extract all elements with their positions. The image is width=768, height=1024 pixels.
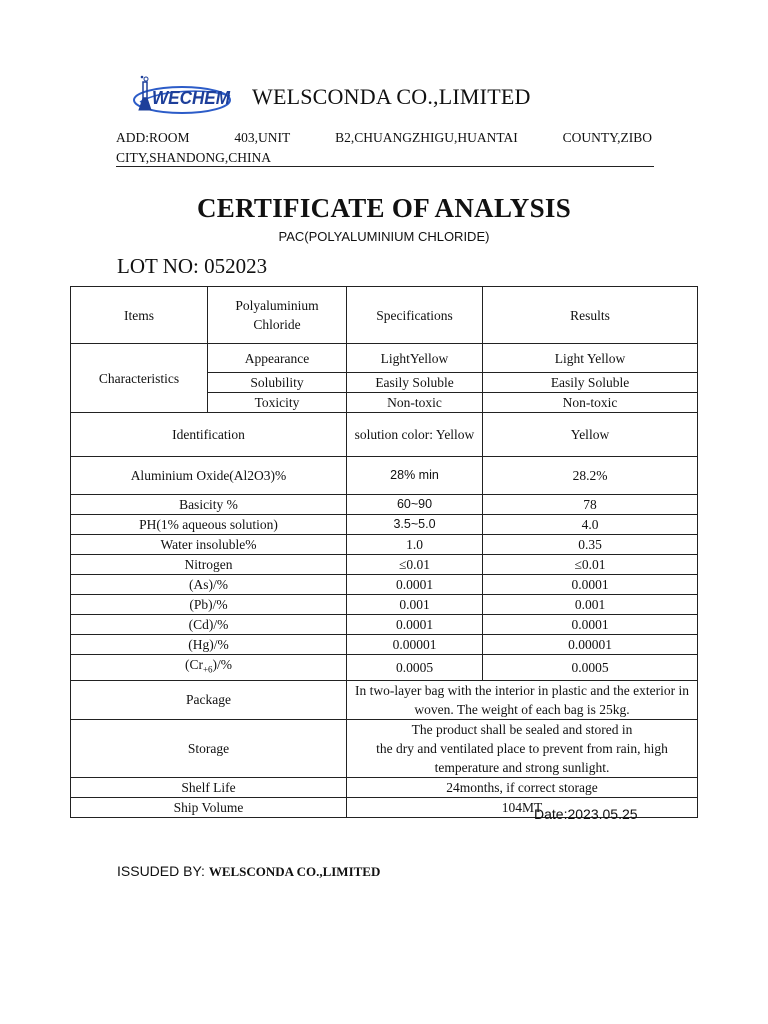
header-specifications: Specifications [347,287,483,344]
header-results: Results [483,287,698,344]
row-result: Light Yellow [483,344,698,373]
row-name: Solubility [208,373,347,393]
row-name: Storage [71,719,347,777]
company-logo [130,74,234,118]
row-name: PH(1% aqueous solution) [71,515,347,535]
issued-by [117,863,380,881]
row-result: 0.35 [483,535,698,555]
row-result: 78 [483,495,698,515]
row-name: Shelf Life [71,777,347,797]
row-name: (Pb)/% [71,595,347,615]
row-result: 0.001 [483,595,698,615]
row-name: Nitrogen [71,555,347,575]
row-value: 104MT [347,797,698,817]
row-name: Identification [71,413,347,457]
table-row [71,575,698,595]
row-name: (Cd)/% [71,615,347,635]
row-result: 0.00001 [483,635,698,655]
row-result: Yellow [483,413,698,457]
row-result: 0.0001 [483,575,698,595]
table-row [71,655,698,681]
row-result: 28.2% [483,457,698,495]
product-name: PAC(POLYALUMINIUM CHLORIDE) [278,229,490,244]
logo-wordmark: WECHEM [152,88,231,108]
row-result: 0.0001 [483,615,698,635]
table-header-row [71,287,698,344]
chromium-suffix: )/% [212,657,233,672]
company-name: WELSCONDA CO.,LIMITED [252,84,531,109]
row-name: (As)/% [71,575,347,595]
table-row [71,555,698,575]
row-spec: LightYellow [347,344,483,373]
address-word: ADD:ROOM [116,130,190,145]
row-spec: 0.00001 [347,635,483,655]
table-row [71,495,698,515]
table-row [71,344,698,373]
chromium-subscript: +6 [202,664,213,675]
row-name: Basicity % [71,495,347,515]
row-name [71,655,347,681]
row-result: Easily Soluble [483,373,698,393]
characteristics-label: Characteristics [71,344,208,413]
table-row [71,595,698,615]
row-spec: 60~90 [347,495,483,515]
header-divider [116,166,654,167]
row-spec: Easily Soluble [347,373,483,393]
table-row [71,457,698,495]
row-value: 24months, if correct storage [347,777,698,797]
storage-line-1: The product shall be sealed and stored in [411,721,633,737]
table-row [71,413,698,457]
row-spec: 28% min [347,457,483,495]
row-spec: 3.5~5.0 [347,515,483,535]
lot-number: LOT NO: 052023 [117,254,268,278]
address-line-2: CITY,SHANDONG,CHINA [116,150,272,165]
row-spec: 0.0005 [347,655,483,681]
row-result: ≤0.01 [483,555,698,575]
analysis-table [70,286,698,818]
row-name: (Hg)/% [71,635,347,655]
issued-by-company: WELSCONDA CO.,LIMITED [208,864,381,879]
row-name: Ship Volume [71,797,347,817]
row-spec: 0.0001 [347,575,483,595]
table-row [71,515,698,535]
row-spec: 0.001 [347,595,483,615]
issued-by-label: ISSUDED BY: [117,863,209,879]
row-spec: solution color: Yellow [347,413,483,457]
table-row [71,615,698,635]
table-row [71,535,698,555]
row-name: Toxicity [208,393,347,413]
row-value: In two-layer bag with the interior in plastic and the exterior in woven. The weight of each bag is 25kg. [347,680,698,719]
address-line-1 [116,128,652,148]
row-result: 0.0005 [483,655,698,681]
row-name: Appearance [208,344,347,373]
header-items: Items [71,287,208,344]
table-row [71,635,698,655]
company-address [116,128,652,168]
row-spec: ≤0.01 [347,555,483,575]
row-name: Water insoluble% [71,535,347,555]
row-spec: Non-toxic [347,393,483,413]
table-row [71,680,698,719]
table-row [71,777,698,797]
table-row [71,719,698,777]
address-word: 403,UNIT [234,130,291,145]
header-product: Polyaluminium Chloride [208,287,347,344]
row-value [347,719,698,777]
row-spec: 1.0 [347,535,483,555]
storage-line-2: the dry and ventilated place to prevent from rain, high temperature and strong sunlight. [376,740,668,775]
chromium-prefix: (Cr [184,657,203,672]
row-spec: 0.0001 [347,615,483,635]
row-result: 4.0 [483,515,698,535]
row-name: Package [71,680,347,719]
document-title: CERTIFICATE OF ANALYSIS [196,193,572,223]
issue-date: Date:2023.05.25 [534,806,638,822]
row-result: Non-toxic [483,393,698,413]
address-word: B2,CHUANGZHIGU,HUANTAI [335,130,518,145]
address-word: COUNTY,ZIBO [562,130,652,145]
row-name: Aluminium Oxide(Al2O3)% [71,457,347,495]
